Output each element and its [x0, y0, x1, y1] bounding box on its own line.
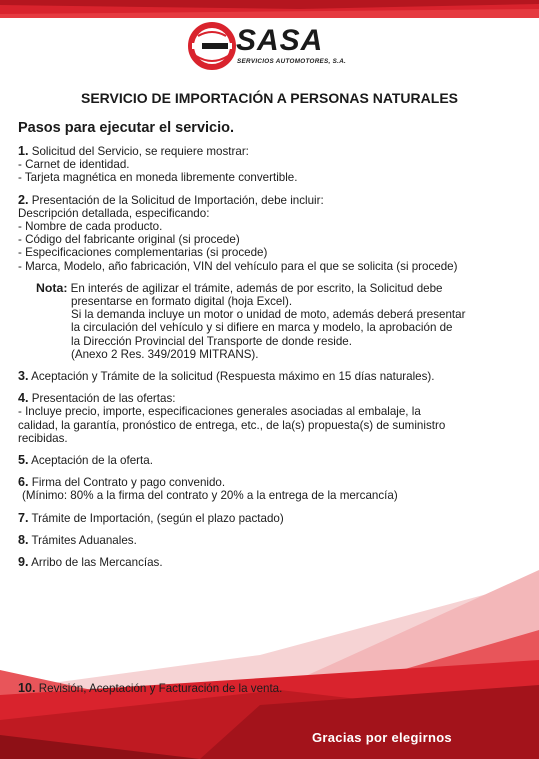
sasa-logo-emblem: [188, 22, 236, 70]
step-7: [18, 512, 523, 525]
bottom-decorative-waves: [0, 570, 539, 759]
step-text: Firma del Contrato y pago convenido.: [31, 476, 226, 490]
top-decorative-band: [0, 0, 539, 18]
note-text: presentarse en formato digital (hoja Excel).: [71, 295, 293, 309]
page-title: SERVICIO DE IMPORTACIÓN A PERSONAS NATURALES: [81, 90, 458, 106]
step-6: [18, 476, 523, 502]
thanks-message: Gracias por elegirnos: [312, 730, 452, 745]
step-number: 3.: [18, 369, 29, 384]
step-text: Presentación de las ofertas:: [31, 392, 176, 406]
step-text: - Especificaciones complementarias (si procede): [18, 246, 268, 260]
step-number: 8.: [18, 532, 29, 547]
step-2: [18, 194, 523, 273]
note-text: Si la demanda incluye un motor o unidad de moto, además deberá presentar: [71, 308, 466, 322]
step-text: Solicitud del Servicio, se requiere mostrar:: [31, 145, 249, 158]
step-number: 7.: [18, 510, 29, 525]
step-5: [18, 454, 523, 467]
step-text: - Código del fabricante original (si procede): [18, 233, 240, 247]
step-9: [18, 556, 523, 569]
step-text: - Nombre de cada producto.: [18, 220, 163, 234]
step-text: - Carnet de identidad.: [18, 158, 130, 172]
brand-name: SASA: [236, 24, 324, 57]
step-text: Arribo de las Mercancías.: [31, 556, 163, 570]
note-block: [18, 282, 523, 361]
step-number: 10.: [18, 681, 36, 695]
step-1: [18, 145, 523, 185]
steps-list: [18, 145, 523, 578]
step-text: Trámite de Importación, (según el plazo pactado): [31, 511, 284, 525]
step-text: Revisión, Aceptación y Facturación de la venta.: [38, 682, 283, 695]
step-text: Presentación de la Solicitud de Importación, debe incluir:: [31, 193, 324, 207]
step-text: Trámites Aduanales.: [31, 533, 137, 547]
step-number: 9.: [18, 555, 29, 570]
step-3: [18, 370, 523, 383]
step-text: - Incluye precio, importe, especificaciones generales asociadas al embalaje, la: [18, 405, 421, 419]
step-number: 1.: [18, 144, 29, 158]
step-text: Descripción detallada, especificando:: [18, 206, 210, 220]
step-number: 4.: [18, 391, 29, 406]
step-8: [18, 534, 523, 547]
note-text: En interés de agilizar el trámite, además de por escrito, la Solicitud debe: [70, 281, 443, 295]
step-text: - Tarjeta magnética en moneda libremente convertible.: [18, 171, 298, 185]
step-number: 2.: [18, 192, 29, 207]
step-text: - Marca, Modelo, año fabricación, VIN del vehículo para el que se solicita (si procede): [18, 259, 458, 273]
section-subtitle: Pasos para ejecutar el servicio.: [18, 120, 235, 136]
step-text: recibidas.: [18, 431, 68, 445]
step-text: Aceptación de la oferta.: [31, 454, 153, 468]
step-text: (Mínimo: 80% a la firma del contrato y 20% a la entrega de la mercancía): [22, 489, 398, 503]
step-number: 6.: [18, 475, 29, 490]
note-text: la Dirección Provincial del Transporte de donde reside.: [71, 334, 352, 348]
note-label: Nota:: [36, 280, 68, 295]
step-number: 5.: [18, 453, 29, 468]
note-text: (Anexo 2 Res. 349/2019 MITRANS).: [71, 347, 259, 361]
step-text: calidad, la garantía, pronóstico de entrega, etc., de la(s) propuesta(s) de suministro: [18, 418, 446, 432]
note-text: la circulación del vehículo y si difiere en marca y modelo, la aprobación de: [71, 321, 453, 335]
step-10: [18, 681, 282, 695]
step-4: [18, 392, 523, 445]
step-text: Aceptación y Trámite de la solicitud (Respuesta máximo en 15 días naturales).: [31, 370, 435, 384]
brand-subtitle: SERVICIOS AUTOMOTORES, S.A.: [237, 58, 347, 65]
